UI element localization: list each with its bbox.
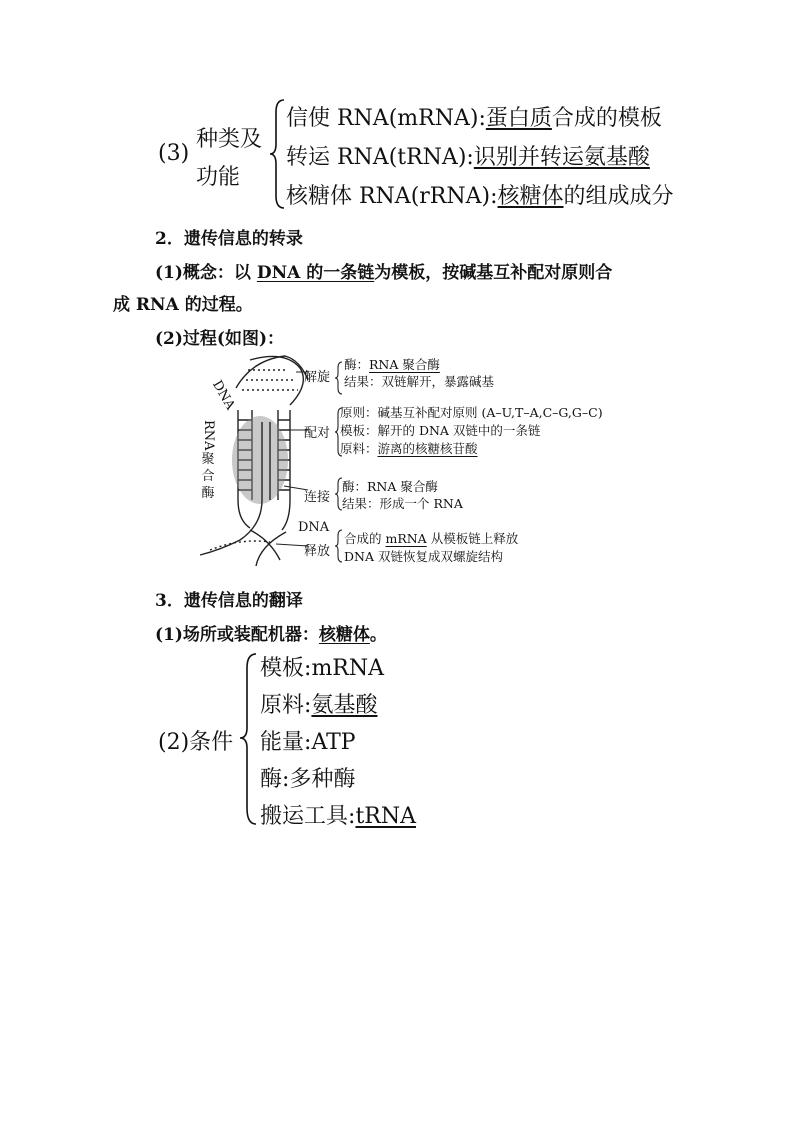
condition-key: 搬运工具 xyxy=(260,804,349,829)
types-row-name: 转运 RNA(tRNA) xyxy=(286,145,467,170)
transcription-concept-line1 xyxy=(155,258,612,283)
types-row-trna xyxy=(286,140,650,171)
condition-val: 多种酶 xyxy=(289,767,356,792)
types-brace xyxy=(270,98,286,210)
rna-polymerase-label-line: 合 xyxy=(201,468,215,484)
figure-dna-label-top: DNA xyxy=(209,378,238,413)
step-line xyxy=(344,356,494,373)
step-name-unwind: 解旋 xyxy=(304,370,331,385)
condition-val: ATP xyxy=(311,730,356,755)
types-row-sep: : xyxy=(490,184,498,209)
step-name-link: 连接 xyxy=(304,490,331,505)
types-row-rrna xyxy=(286,179,674,210)
types-row-desc-rest: 合成的模板 xyxy=(551,106,662,131)
step-line xyxy=(340,440,603,458)
step-line-underlined: 游离的核糖核苷酸 xyxy=(377,441,478,456)
condition-row-enzyme xyxy=(260,762,355,793)
types-row-desc-rest: 的组成成分 xyxy=(563,184,674,209)
condition-key: 酶 xyxy=(260,767,283,792)
step-line xyxy=(342,478,463,495)
step-line xyxy=(344,530,518,548)
step-detail-pair xyxy=(340,404,603,458)
site-underlined: 核糖体 xyxy=(318,625,370,645)
translation-heading: 3．遗传信息的翻译 xyxy=(155,591,303,611)
site-end: 。 xyxy=(369,625,387,645)
step-detail-unwind xyxy=(344,356,494,390)
condition-sep: : xyxy=(348,804,356,829)
step-line xyxy=(344,548,518,566)
condition-key: 能量 xyxy=(260,730,305,755)
types-row-name: 核糖体 RNA(rRNA) xyxy=(286,184,491,209)
step-line-pre: 结果：双链解开，暴露碱基 xyxy=(344,374,495,389)
transcription-concept-line2: 成 RNA 的过程。 xyxy=(113,295,253,315)
condition-row-energy xyxy=(260,725,356,756)
condition-sep: : xyxy=(304,693,312,718)
condition-key: 模板 xyxy=(260,656,305,681)
transcription-process-label: (2)过程(如图)： xyxy=(155,329,285,349)
step-detail-link xyxy=(342,478,463,512)
types-label-line1: 种类及 xyxy=(196,127,263,152)
rna-polymerase-label-line: 酶 xyxy=(201,485,215,501)
site-prefix: (1)场所或装配机器： xyxy=(155,625,319,645)
dna-helix-top xyxy=(236,356,308,405)
condition-row-material xyxy=(260,688,377,719)
condition-sep: : xyxy=(282,767,290,792)
step-line-pre: 合成的 xyxy=(344,531,386,546)
types-row-desc-underlined: 蛋白质 xyxy=(485,106,552,131)
figure-rna-polymerase-label xyxy=(200,420,216,502)
step-line-pre: 酶：RNA 聚合酶 xyxy=(342,479,438,494)
condition-key: 原料 xyxy=(260,693,305,718)
step-detail-release xyxy=(344,530,518,566)
step-line xyxy=(344,373,494,390)
rna-polymerase-label-line: RNA xyxy=(201,420,216,451)
types-row-sep: : xyxy=(466,145,474,170)
step-line xyxy=(342,495,463,512)
step-line-pre: DNA 双链恢复成双螺旋结构 xyxy=(344,549,503,564)
step-line-pre: 模板：解开的 DNA 双链中的一条链 xyxy=(340,423,541,438)
concept-rest: 为模板，按碱基互补配对原则合 xyxy=(374,263,613,283)
figure-dna-label-bottom: DNA xyxy=(298,520,330,535)
step-name-release: 释放 xyxy=(304,544,331,559)
step-line-underlined: RNA 聚合酶 xyxy=(369,357,440,372)
condition-row-carrier xyxy=(260,799,416,830)
rna-polymerase-blob xyxy=(232,416,288,504)
types-row-sep: : xyxy=(478,106,486,131)
condition-sep: : xyxy=(304,656,312,681)
step-line xyxy=(340,422,603,440)
types-label-line2: 功能 xyxy=(196,165,241,190)
concept-prefix: (1)概念：以 xyxy=(155,263,257,283)
types-row-desc-underlined: 核糖体 xyxy=(497,184,564,209)
concept-underlined: DNA 的一条链 xyxy=(256,263,375,283)
step-line-post: 从模板链上释放 xyxy=(426,531,519,546)
condition-val: tRNA xyxy=(355,804,416,829)
types-row-name: 信使 RNA(mRNA) xyxy=(286,106,479,131)
step-line-pre: 原料： xyxy=(340,441,378,456)
types-row-mrna xyxy=(286,101,662,132)
conditions-label: (2)条件 xyxy=(158,730,234,755)
transcription-heading: 2．遗传信息的转录 xyxy=(155,229,303,249)
rna-polymerase-label-line: 聚 xyxy=(201,451,215,467)
step-line-pre: 酶： xyxy=(344,357,370,372)
condition-row-template xyxy=(260,651,384,682)
types-label-num: (3) xyxy=(158,141,190,166)
condition-sep: : xyxy=(304,730,312,755)
condition-val: 氨基酸 xyxy=(311,693,378,718)
step-line-underlined: mRNA xyxy=(385,531,427,546)
step-name-pair: 配对 xyxy=(304,426,331,441)
types-row-desc: 识别并转运氨基酸 xyxy=(473,145,650,170)
condition-val: mRNA xyxy=(311,656,385,681)
step-line xyxy=(340,404,603,422)
conditions-brace xyxy=(240,652,258,826)
step-line-pre: 原则：碱基互补配对原则 (A–U,T–A,C–G,G–C) xyxy=(340,405,603,420)
translation-site xyxy=(155,620,387,645)
step-line-pre: 结果：形成一个 RNA xyxy=(342,496,463,511)
diagram-braces xyxy=(335,362,342,562)
